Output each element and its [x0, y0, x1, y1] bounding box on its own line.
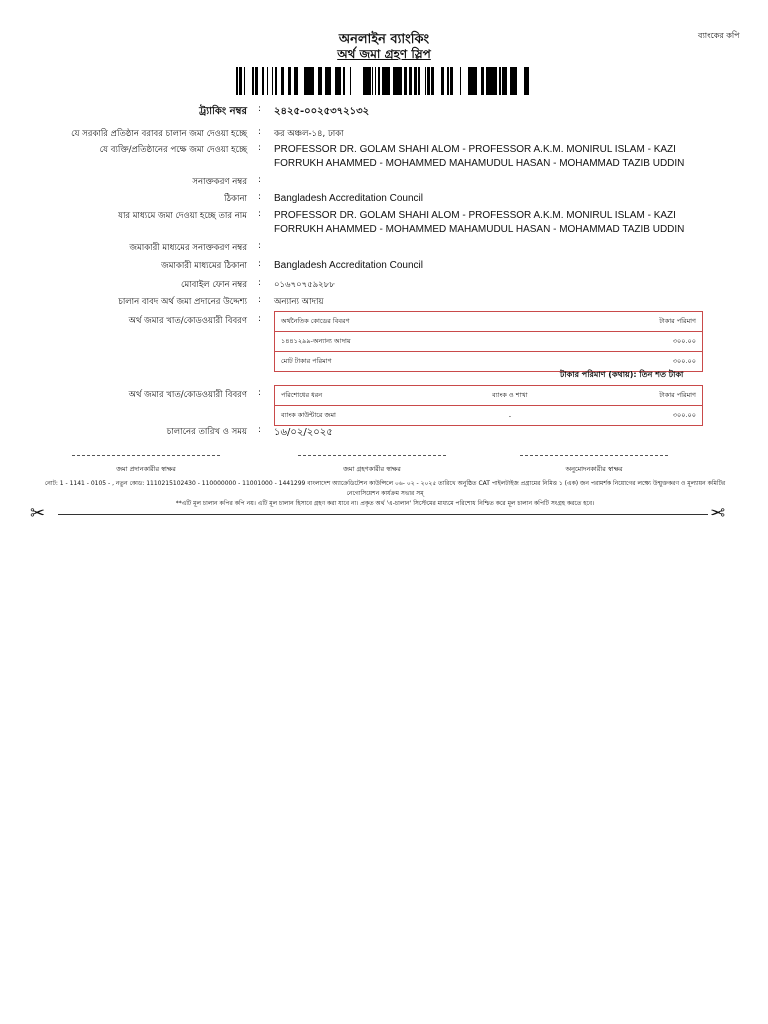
purpose-value: অন্যান্য আদায় — [274, 297, 324, 307]
date-value: ১৬/০২/২০২৫ — [274, 427, 333, 438]
cut-line — [58, 514, 708, 515]
colon: : — [258, 209, 261, 219]
copy-label: ব্যাংকের কপি — [698, 31, 740, 40]
table-cell: মোট টাকার পরিমাণ — [281, 357, 332, 365]
table-cell: ১৪৪১২৯৯-অন্যান্য আদায় — [275, 332, 543, 352]
colon: : — [258, 388, 261, 398]
table-cell: ৩০০.০০ — [672, 357, 696, 365]
colon: : — [258, 192, 261, 202]
code-label: অর্থ জমার খাত/কোডওয়ারী বিবরণ — [128, 316, 247, 326]
barcode — [236, 67, 532, 95]
payment-table — [274, 385, 703, 426]
depositor-address-value: Bangladesh Accreditation Council — [274, 260, 423, 271]
table-cell: ব্যাংক কাউন্টারে জমা — [281, 411, 336, 419]
colon: : — [258, 314, 261, 324]
colon: : — [258, 241, 261, 251]
payer-signature-label: জমা প্রদানকারীর স্বাক্ষর — [116, 465, 176, 473]
table-cell: টাকার পরিমাণ — [542, 312, 702, 332]
address-value: Bangladesh Accreditation Council — [274, 193, 423, 204]
mobile-label: মোবাইল ফোন নম্বর — [181, 280, 247, 290]
colon: : — [258, 104, 261, 114]
approver-signature-label: অনুমোদনকারীর স্বাক্ষর — [565, 465, 623, 473]
office-value: কর অঞ্চল-১৪, ঢাকা — [274, 129, 344, 139]
table-row — [275, 406, 703, 426]
mobile-value: ০১৬৭০৭৫৯২৮৮ — [274, 280, 335, 290]
payment-label: অর্থ জমার খাত/কোডওয়ারী বিবরণ — [128, 390, 247, 400]
table-cell: টাকার পরিমাণ — [574, 386, 702, 406]
colon: : — [258, 295, 261, 305]
note-text: নোট: 1 - 1141 - 0105 - , নতুন কোড: 1110215102430 - 110000000 - 11001000 - 1441299 বাংলাদেশ অ্যাক্রেডিটেশন কাউন্সিলে ০৬- ০২ - ২০২৫ তারিখে অনুষ্ঠিত CAT পাইলটাইজ প্রগ্রামের নিমিত্ত ১ (এক) জন পরামর্শক নিয়োগের লক্ষ্যে উন্মুক্তকরণ ও মূল্যায়ন কমিটির নেগোসিয়েশন কার্যক্রম সভার সম্ — [44, 480, 726, 497]
receiver-signature-label: জমা গ্রহণকারীর স্বাক্ষর — [343, 465, 401, 473]
colon: : — [258, 425, 261, 435]
colon: : — [258, 259, 261, 269]
colon: : — [258, 143, 261, 153]
depositor-id-label: জমাকারী মাধ্যমের সনাক্তকরণ নম্বর — [129, 243, 247, 253]
table-cell: পরিশোধের ধরন — [275, 386, 446, 406]
colon: : — [258, 175, 261, 185]
purpose-label: চালান বাবদ অর্থ জমা প্রদানের উদ্দেশ্য — [118, 297, 247, 307]
depositor-address-label: জমাকারী মাধ্যমের ঠিকানা — [161, 261, 247, 271]
table-cell: ৩০০.০০ — [672, 411, 696, 419]
date-label: চালানের তারিখ ও সময় — [166, 427, 247, 437]
page-subtitle: অর্থ জমা গ্রহণ স্লিপ — [337, 47, 431, 61]
table-row — [275, 386, 703, 406]
depositor-value: PROFESSOR DR. GOLAM SHAHI ALOM - PROFESSOR A.K.M. MONIRUL ISLAM - KAZI FORRUKH AHAMMED - MOHAMMED MAHAMUDUL HASAN - MOHAMMAD TAZIB UDDIN — [274, 210, 685, 235]
address-label: ঠিকানা — [224, 194, 247, 204]
on-behalf-value: PROFESSOR DR. GOLAM SHAHI ALOM - PROFESSOR A.K.M. MONIRUL ISLAM - KAZI FORRUKH AHAMMED - MOHAMMED MAHAMUDUL HASAN - MOHAMMAD TAZIB UDDIN — [274, 144, 685, 169]
table-cell: ৩০০.০০ — [542, 332, 702, 352]
disclaimer-text: **এটি মূল চালান কপির কপি নয়। এটি মূল চালান হিসাবে গ্রহণ করা যাবে না। প্রকৃত অর্থ 'এ-চালান' সিস্টেমের মাধ্যমে পরিশোধ নিশ্চিত করে মূল চালান কপিটি সংগ্রহ করতে হবে। — [175, 500, 595, 507]
page-title: অনলাইন ব্যাংকিং — [338, 32, 430, 47]
scissors-icon: ✂ — [30, 503, 46, 524]
signature-line — [298, 455, 446, 456]
signature-line — [72, 455, 220, 456]
depositor-label: যার মাধ্যমে জমা দেওয়া হচ্ছে তার নাম — [118, 211, 247, 221]
colon: : — [258, 278, 261, 288]
colon: : — [258, 127, 261, 137]
signature-line — [520, 455, 668, 456]
scissors-icon: ✂ — [710, 503, 726, 524]
table-cell: অর্থনৈতিক কোডের বিবরণ — [275, 312, 543, 332]
table-cell: ব্যাংক ও শাখা — [446, 386, 574, 406]
on-behalf-label: যে ব্যক্তি/প্রতিষ্ঠানের পক্ষে জমা দেওয়া হচ্ছে — [99, 145, 247, 155]
tracking-value: ২৪২৫-০০২৫৩৭২১৩২ — [274, 106, 370, 117]
table-row — [275, 332, 703, 352]
amount-in-words: টাকার পরিমাণ (কথায়): তিন শত টাকা — [560, 370, 684, 379]
table-row — [275, 312, 703, 332]
id-label: সনাক্তকরণ নম্বর — [192, 177, 247, 187]
table-cell: - — [508, 411, 512, 420]
tracking-label: ট্র্যাকিং নম্বর — [199, 106, 247, 117]
office-label: যে সরকারি প্রতিষ্ঠান বরাবর চালান জমা দেওয়া হচ্ছে — [71, 129, 247, 139]
code-table — [274, 311, 703, 372]
